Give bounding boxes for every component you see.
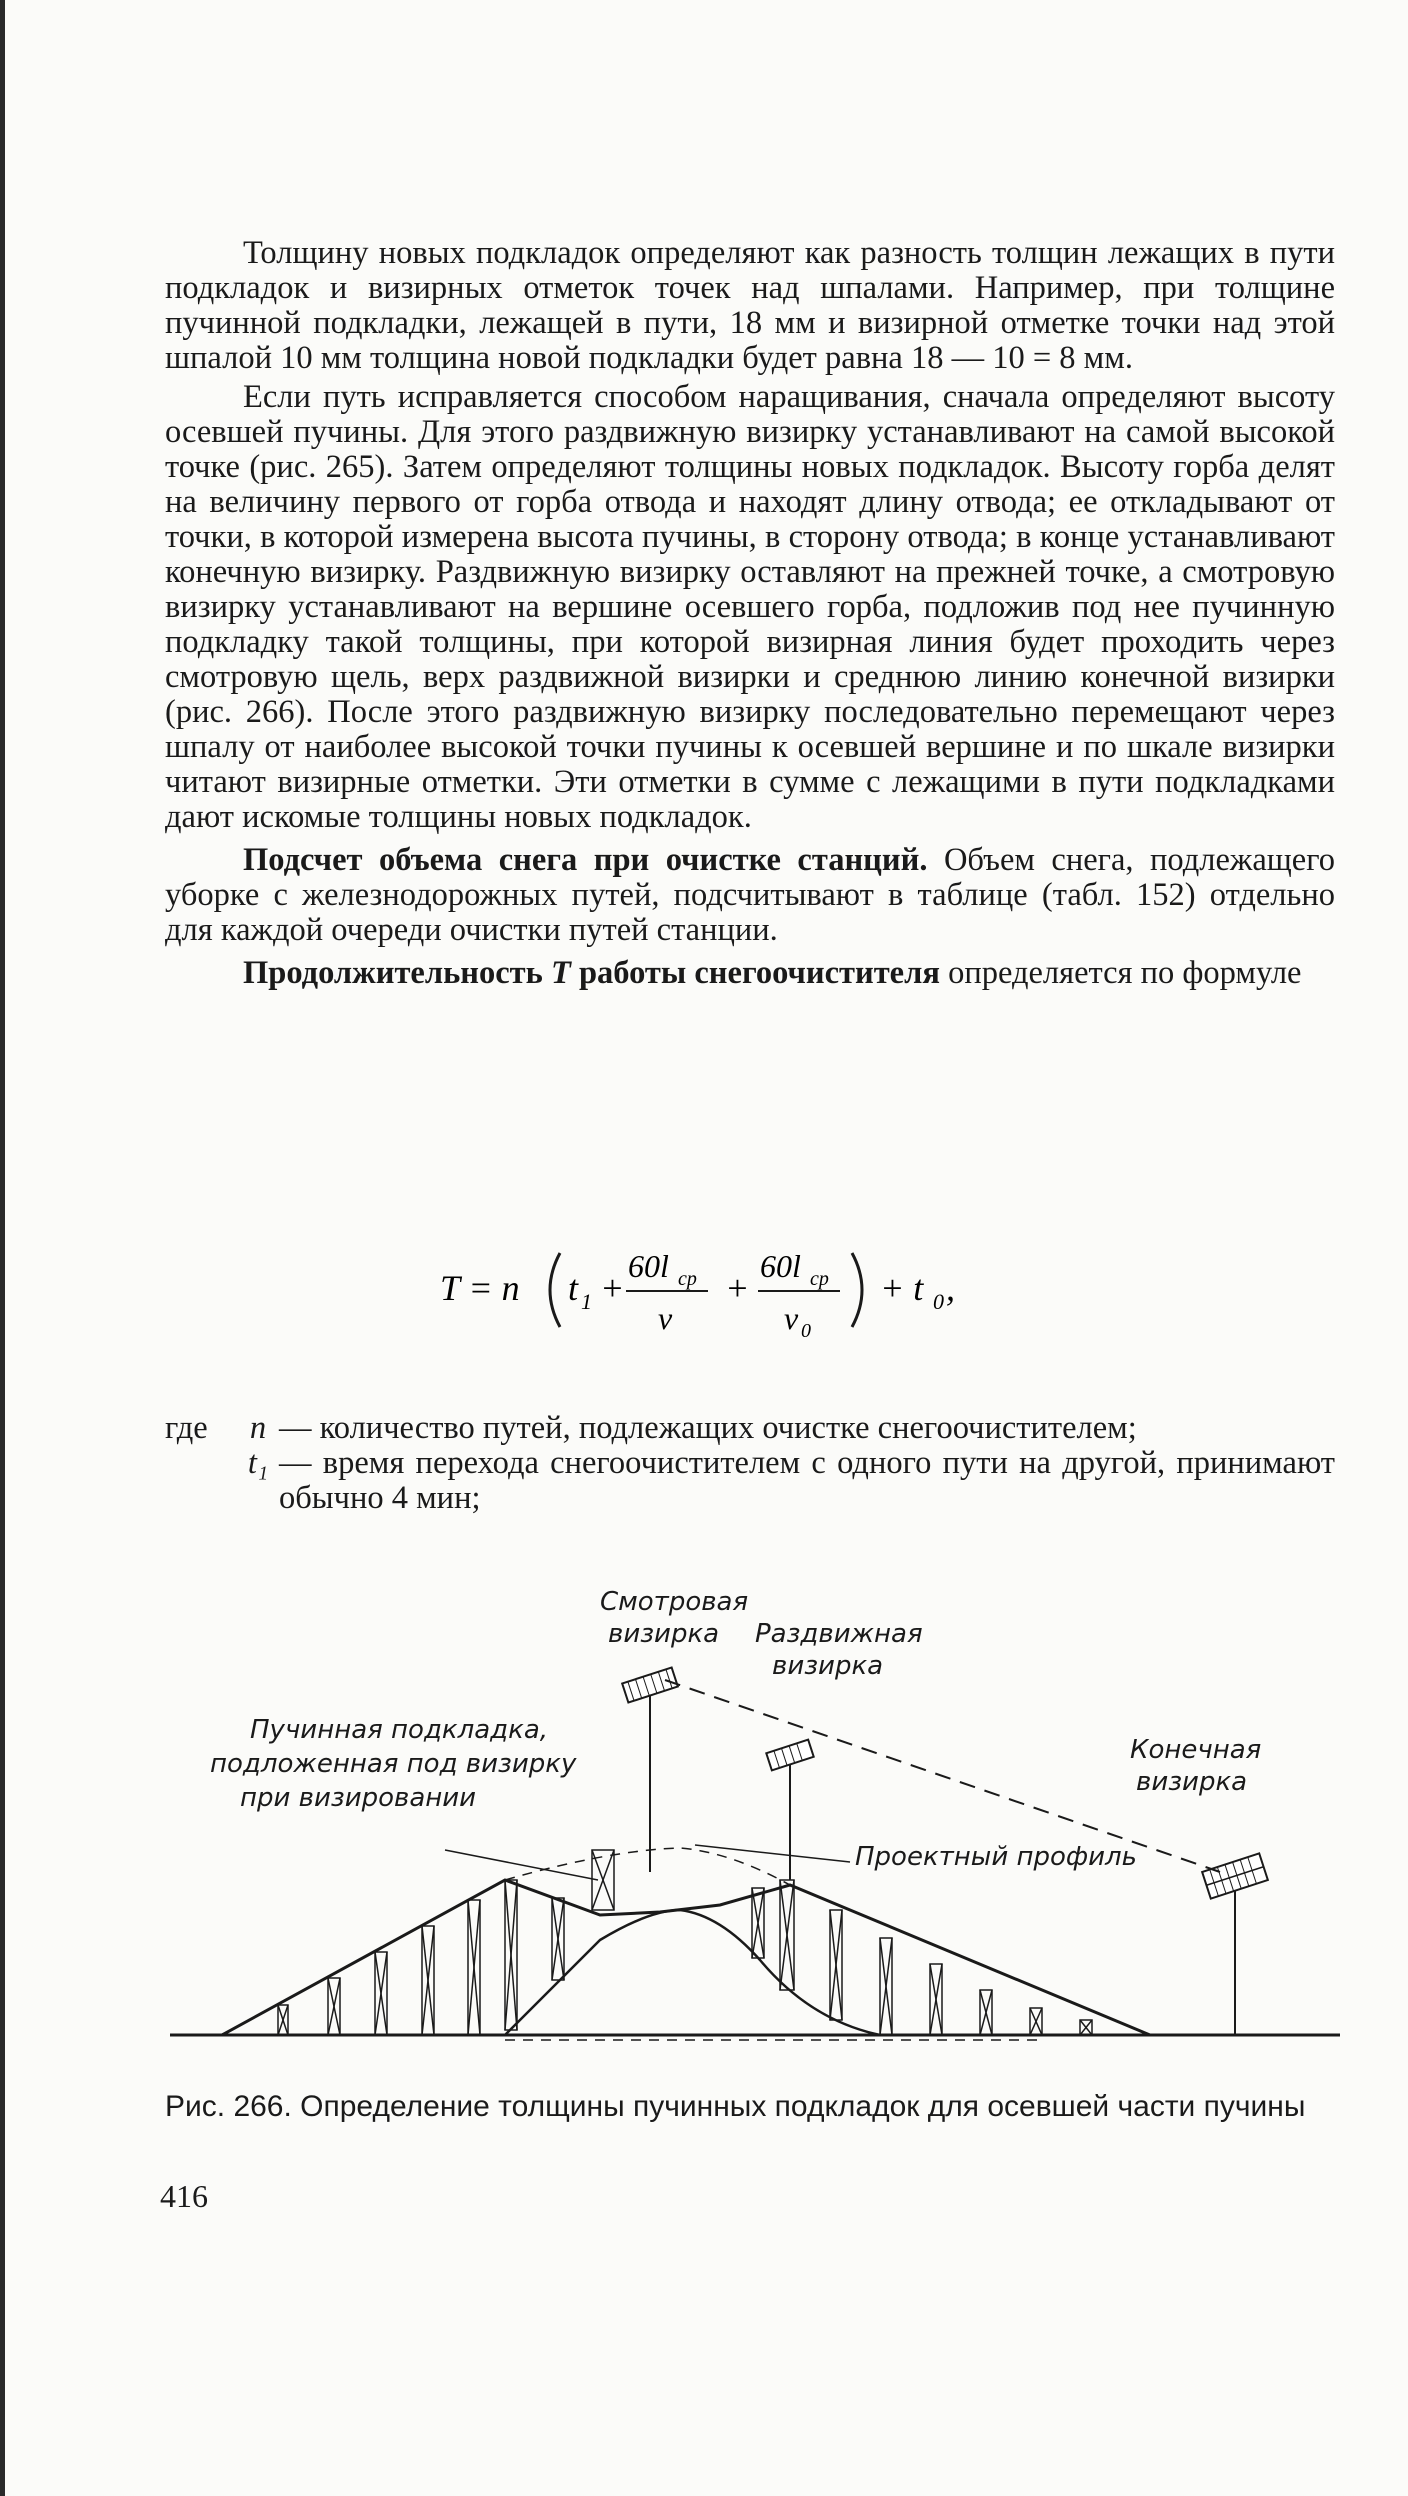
definition-row-t1 xyxy=(165,1446,1335,1516)
definition-text: — время перехода снегоочистителем с одного пути на другой, принимают обычно 4 мин; xyxy=(279,1445,1335,1516)
figure-266 xyxy=(160,1580,1350,2060)
formula-right-paren xyxy=(852,1253,862,1327)
label-viewing-sight-2: визирка xyxy=(608,1619,720,1649)
profile-leader-line xyxy=(695,1845,850,1862)
body-text xyxy=(165,236,1335,991)
formula-num1: 60l xyxy=(628,1248,669,1284)
definition-symbol: t₁ xyxy=(247,1445,269,1481)
formula xyxy=(440,1225,1140,1355)
formula-plus-1: + xyxy=(600,1268,625,1308)
formula-left-paren xyxy=(550,1253,560,1327)
formula-num2: 60l xyxy=(760,1248,801,1284)
label-final-sight-1: Конечная xyxy=(1130,1735,1262,1765)
label-design-profile: Проектный профиль xyxy=(855,1842,1137,1872)
snow-volume-text: Объем снега, подлежащего уборке с железнодорожных путей, подсчитывают в таблице (табл. 152) отдельно для каждой очереди очистки путей станции. xyxy=(165,842,1335,948)
definition-text: — количество путей, подлежащих очистке снегоочистителем; xyxy=(279,1410,1137,1446)
formula-den2-sub: 0 xyxy=(801,1320,811,1342)
figure-diagram xyxy=(160,1580,1350,2060)
where-word: где xyxy=(165,1410,208,1446)
paragraph-1: Толщину новых подкладок определяют как разность толщин лежащих в пути подкладок и визирных отметок точек над шпалами. Например, при толщине пучинной подкладки, лежащей в пути, 18 мм и визирной отметке точки над этой шпалой 10 мм толщина новой подкладки будет равна 18 — 10 = 8 мм. xyxy=(165,235,1335,376)
formula-tail: + t xyxy=(880,1268,924,1308)
settled-profile-line xyxy=(222,1880,1150,2035)
label-shim-1: Пучинная подкладка, xyxy=(250,1715,549,1745)
design-profile-dashed xyxy=(505,1848,790,1885)
label-shim-2: подложенная под визирку xyxy=(210,1749,577,1779)
duration-heading-T: T xyxy=(550,955,571,991)
inner-curve xyxy=(505,1910,880,2035)
formula-t1: t xyxy=(568,1268,579,1308)
shim-leader-line xyxy=(445,1850,598,1880)
page-binding-edge xyxy=(0,0,5,2496)
label-shim-3: при визировании xyxy=(240,1783,477,1813)
sleeper-trusses xyxy=(278,1850,1092,2035)
duration-text: определяется по формуле xyxy=(939,955,1302,991)
label-sliding-sight-2: визирка xyxy=(772,1651,884,1681)
label-sliding-sight-1: Раздвижная xyxy=(755,1619,923,1649)
formula-num1-sub: ср xyxy=(678,1268,697,1290)
page-number: 416 xyxy=(160,2178,208,2214)
formula-den1: v xyxy=(658,1300,673,1336)
formula-lhs: T = n xyxy=(440,1268,520,1308)
paragraph-2: Если путь исправляется способом наращивания, сначала определяют высоту осевшей пучины. Для этого раздвижную визирку устанавливают на самой высокой точке (рис. 265). Затем определяют толщины новых подкладок. Высоту горба делят на величину первого от горба отвода и находят длину отвода; ее откладывают от точки, в которой измерена высота пучины, в сторону отвода; в конце устанавливают конечную визирку. Раздвижную визирку оставляют на прежней точке, а смотровую визирку устанавливают на вершине осевшего горба, подложив под нее пучинную подкладку такой толщины, при которой визирная линия будет проходить через смотровую щель, верх раздвижной визирки и среднюю линию конечной визирки (рис. 266). После этого раздвижную визирку последовательно перемещают через шпалу от наиболее высокой точки пучины к осевшей вершине и по шкале визирки читают визирные отметки. Эти отметки в сумме с лежащими в пути подкладками дают искомые толщины новых подкладок. xyxy=(165,379,1335,835)
variable-definitions xyxy=(165,1411,1335,1516)
formula-tail-end: , xyxy=(946,1268,955,1308)
formula-tail-sub: 0 xyxy=(933,1289,944,1314)
snow-volume-heading: Подсчет объема снега при очистке станций. xyxy=(243,842,928,878)
formula-plus-2: + xyxy=(725,1268,750,1308)
formula-svg xyxy=(440,1225,1140,1355)
paragraph-4 xyxy=(165,956,1335,991)
figure-caption: Рис. 266. Определение толщины пучинных подкладок для осевшей части пучины xyxy=(165,2090,1306,2123)
formula-num2-sub: ср xyxy=(810,1268,829,1290)
definition-symbol: n xyxy=(249,1410,267,1446)
formula-t1-sub: 1 xyxy=(581,1289,592,1314)
formula-den2: v xyxy=(784,1300,799,1336)
label-final-sight-2: визирка xyxy=(1136,1767,1248,1797)
label-viewing-sight-1: Смотровая xyxy=(600,1587,749,1617)
paragraph-3 xyxy=(165,843,1335,948)
duration-heading-1: Продолжительность xyxy=(243,955,551,991)
duration-heading-2: работы снегоочистителя xyxy=(570,955,940,991)
definition-row-n xyxy=(165,1411,1335,1446)
